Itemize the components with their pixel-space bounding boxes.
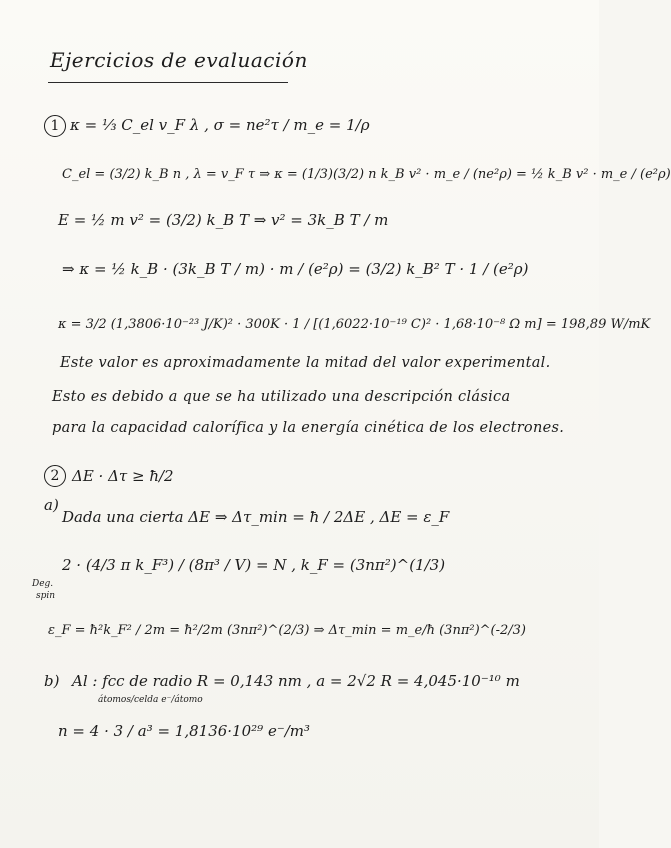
title-underline: [48, 82, 288, 83]
degeneracy-note-2: spin: [36, 591, 56, 601]
part-b-annotation: átomos/celda e⁻/átomo: [98, 695, 203, 705]
exercise-1-prose-3: para la capacidad calorífica y la energía cinética de los electrones.: [52, 420, 565, 436]
exercise-1-prose-1: Este valor es aproximadamente la mitad del valor experimental.: [60, 355, 551, 371]
page-title: Ejercicios de evaluación: [50, 48, 308, 72]
degeneracy-note-1: Deg.: [32, 579, 54, 589]
part-b-label: b): [44, 672, 60, 690]
part-b-line-1: Al : fcc de radio R = 0,143 nm , a = 2√2 R = 4,045·10⁻¹⁰ m: [72, 672, 520, 690]
exercise-1-line-1: κ = ⅓ C_el v_F λ , σ = ne²τ / m_e = 1/ρ: [70, 116, 370, 134]
exercise-1-line-5: κ = 3/2 (1,3806·10⁻²³ J/K)² · 300K · 1 / [(1,6022·10⁻¹⁹ C)² · 1,68·10⁻⁸ Ω m] = 198,89 W/mK: [58, 317, 651, 332]
exercise-2-number: 2: [44, 465, 66, 487]
exercise-1-line-2: C_el = (3/2) k_B n , λ = v_F τ ⇒ κ = (1/3)(3/2) n k_B v² · m_e / (ne²ρ) = ½ k_B v² · m_e / (e²ρ): [62, 167, 671, 182]
exercise-1-line-3: E = ½ m v² = (3/2) k_B T ⇒ v² = 3k_B T / m: [58, 211, 389, 229]
part-a-line-3: ε_F = ħ²k_F² / 2m = ħ²/2m (3nπ²)^(2/3) ⇒ Δτ_min = m_e/ħ (3nπ²)^(-2/3): [48, 623, 526, 638]
exercise-1-prose-2: Esto es debido a que se ha utilizado una descripción clásica: [52, 389, 511, 405]
part-a-label: a): [44, 496, 59, 514]
exercise-1-line-4: ⇒ κ = ½ k_B · (3k_B T / m) · m / (e²ρ) = (3/2) k_B² T · 1 / (e²ρ): [62, 260, 529, 278]
part-a-line-1: Dada una cierta ΔE ⇒ Δτ_min = ħ / 2ΔE , ΔE = ε_F: [62, 508, 450, 526]
part-b-line-2: n = 4 · 3 / a³ = 1,8136·10²⁹ e⁻/m³: [58, 722, 311, 740]
exercise-1-number: 1: [44, 115, 66, 137]
part-a-line-2: 2 · (4/3 π k_F³) / (8π³ / V) = N , k_F = (3nπ²)^(1/3): [62, 556, 446, 574]
exercise-2-header: ΔE · Δτ ≥ ħ/2: [72, 467, 174, 485]
